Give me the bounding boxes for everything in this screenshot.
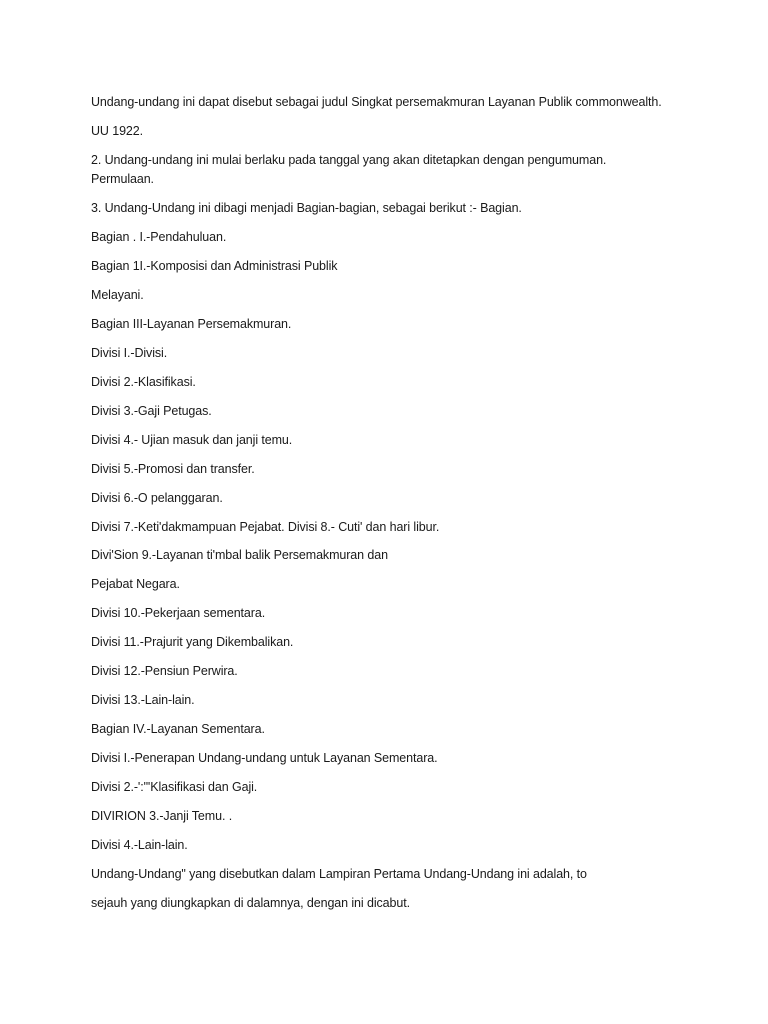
text-line: Divisi I.-Penerapan Undang-undang untuk Layanan Sementara. [91, 751, 438, 765]
text-line: UU 1922. [91, 124, 144, 138]
text-line: Divisi 5.-Promosi dan transfer. [91, 462, 255, 476]
text-line: Permulaan. [91, 172, 154, 186]
text-line: 2. Undang-undang ini mulai berlaku pada tanggal yang akan ditetapkan dengan pengumuman. [91, 153, 607, 167]
text-line: Divisi 4.-Lain-lain. [91, 838, 188, 852]
text-line: Undang-Undang" yang disebutkan dalam Lampiran Pertama Undang-Undang ini adalah, to [91, 867, 587, 881]
text-line: Pejabat Negara. [91, 577, 180, 591]
text-line: Divisi 11.-Prajurit yang Dikembalikan. [91, 635, 294, 649]
text-line: Bagian IV.-Layanan Sementara. [91, 722, 265, 736]
text-line: Bagian . I.-Pendahuluan. [91, 230, 227, 244]
text-line: Divisi 10.-Pekerjaan sementara. [91, 606, 266, 620]
text-line: DIVIRION 3.-Janji Temu. . [91, 809, 233, 823]
text-line: Divisi 7.-Keti'dakmampuan Pejabat. Divisi 8.- Cuti' dan hari libur. [91, 520, 440, 534]
text-line: Melayani. [91, 288, 144, 302]
text-line: Divisi 2.-':"'Klasifikasi dan Gaji. [91, 780, 258, 794]
text-line: Divi'Sion 9.-Layanan ti'mbal balik Persemakmuran dan [91, 548, 388, 562]
text-line: Divisi 13.-Lain-lain. [91, 693, 195, 707]
text-line: Divisi 12.-Pensiun Perwira. [91, 664, 238, 678]
text-line: Bagian 1I.-Komposisi dan Administrasi Publik [91, 259, 338, 273]
text-line: Divisi 6.-O pelanggaran. [91, 491, 223, 505]
text-line: Bagian III-Layanan Persemakmuran. [91, 317, 292, 331]
text-line: Divisi I.-Divisi. [91, 346, 168, 360]
text-line: Divisi 2.-Klasifikasi. [91, 375, 196, 389]
text-line: Divisi 3.-Gaji Petugas. [91, 404, 212, 418]
text-line: sejauh yang diungkapkan di dalamnya, dengan ini dicabut. [91, 896, 410, 910]
text-line: Divisi 4.- Ujian masuk dan janji temu. [91, 433, 293, 447]
text-line: Undang-undang ini dapat disebut sebagai judul Singkat persemakmuran Layanan Publik commonwealth. [91, 95, 662, 109]
text-line: 3. Undang-Undang ini dibagi menjadi Bagian-bagian, sebagai berikut :- Bagian. [91, 201, 522, 215]
